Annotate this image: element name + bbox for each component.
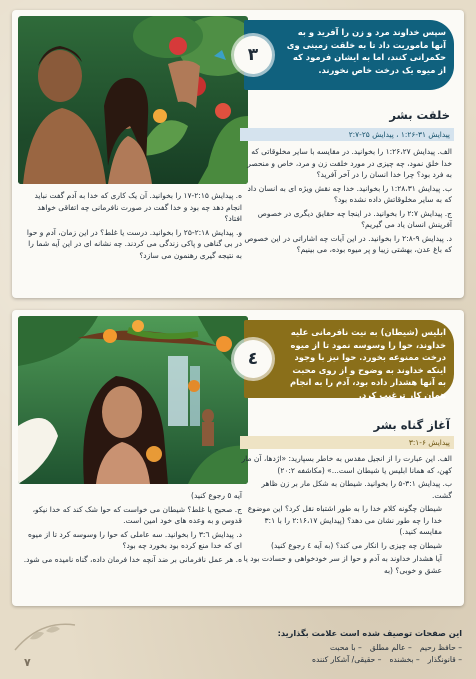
lesson-4-left-column — [22, 490, 242, 567]
attributes-footer — [162, 628, 462, 666]
question-item: ج. پیدایش ۲:۷ را بخوانید. در اینجا چه حقایق دیگری در خصوص آفرینش انسان یاد می گیریم؟ — [257, 208, 452, 229]
question-item: ج. صحیح یا غلط؟ شیطان می خواست که حوا شک کند که خدا نیکو، قدوس و به وعده های خود امین است. — [32, 504, 242, 525]
question-item: ب. پیدایش ۳:۱-۵ را بخوانید. شیطان به شکل مار بر زن ظاهر گشت. — [261, 479, 452, 500]
sub-question-item: شیطان چه چیزی را انکار می کند؟ (به آیه ٤ رجوع کنید) — [270, 540, 442, 550]
lesson-4-banner — [244, 320, 454, 398]
lesson-4-number: ٤ — [234, 340, 272, 378]
lesson-4-panel — [12, 310, 464, 606]
lesson-3-section-title: خلقت بشر — [389, 108, 450, 122]
lesson-3-reference: پیدایش ۳۱-۱:۲۶ ، پیدایش ۲۵-۲:۷ — [240, 128, 454, 141]
attribute-item: – حافظ رحیم — [420, 642, 462, 654]
question-item: ب. پیدایش ۱:۲۸،۳۱ را بخوانید. خدا چه نقش ویژه ای به انسان داد که به سایر مخلوقاتش داده نشده بود؟ — [247, 183, 452, 204]
question-item: د. پیدایش ۹-۲:۸ را بخوانید. در این آیات چه اشاراتی در این خصوص که باغ عدن، بهشتی زیبا و پر میوه بوده، می بینیم؟ — [244, 233, 452, 254]
page-number: ۷ — [24, 656, 31, 669]
attribute-list — [162, 642, 462, 654]
question-item: د. پیدایش ۳:٦ را بخوانید. سه عاملی که حوا را وسوسه کرد تا از میوه ای که خدا منع کرده بود بخورد چه بود؟ — [28, 529, 242, 550]
attribute-list — [162, 654, 462, 666]
sub-question-item: آیا هشدار خداوند به آدم و حوا از سر خودخواهی و حسادت بود یا عشق و خوبی؟ (به — [243, 554, 442, 575]
temptation-scene-image — [18, 316, 248, 484]
lesson-3-panel — [12, 10, 464, 298]
lesson-3-left-column — [22, 190, 242, 263]
attribute-item: – حقیقی/ آشکار کننده — [312, 654, 381, 666]
lesson-3-right-column — [240, 146, 452, 258]
garden-scene-image — [18, 16, 248, 184]
question-item: الف. پیدایش ۱:۲۶،۲۷ را بخوانید. در مقایسه با سایر مخلوقاتی که خدا خلق نمود، چه چیزی در مورد خلقت زن و مرد، خاص و منحصر به فرد بود؟ چرا خدا انسان را در آخر آفرید؟ — [247, 147, 452, 179]
eve-temptation-illustration — [18, 316, 248, 484]
question-item: آیه ٥ رجوع کنید) — [191, 491, 242, 500]
lesson-4-reference: پیدایش ۶-۳:۱ — [240, 436, 454, 449]
attribute-item: – قانونگذار — [428, 654, 462, 666]
sub-question-item: شیطان چگونه کلام خدا را به طور اشتباه نقل کرد؟ این موضوع خدا را چه طور نشان می دهد؟ (پیدایش ۲:۱۶،۱۷ را با ۳:۱ مقایسه کنید.) — [247, 504, 442, 536]
question-item: و. پیدایش ۲:۱۸-۲۵ را بخوانید. درست یا غلط؟ در این زمان، آدم و حوا در بی گناهی و پاکی زندگی می کردند. چه نشانه ای در این آیه شما را به نتیجه گیری رهنمون می سازد؟ — [26, 227, 242, 260]
lesson-4-right-column — [240, 453, 452, 578]
attribute-item: – عالم مطلق — [370, 642, 412, 654]
question-item: ه. پیدایش ۲:۱۵-۱۷ را بخوانید. آن یک کاری که خدا به آدم گفت نباید انجام دهد چه بود و خدا گفت در صورت نافرمانی چه اتفاقی خواهد افتاد؟ — [34, 191, 242, 223]
lesson-4-intro: ابلیس (شیطان) به نیت نافرمانی علیه خداوند، حوا را وسوسه نمود تا از میوه درخت ممنوعه بخورد. حوا نیز با وجود اینکه خداوند به وضوح و از روی محبت به آنها هشدار داده بود، آدم را به انجام همان کار ترغیب کرد. — [290, 327, 446, 400]
lesson-4-section-title: آغاز گناه بشر — [373, 418, 450, 432]
adam-eve-garden-illustration — [18, 16, 248, 184]
question-item: ه. هر عمل نافرمانی بر ضد آنچه خدا فرمان داده، گناه نامیده می شود. — [23, 554, 242, 564]
footer-title: این صفحات توصیف شده است علامت بگذارید: — [277, 627, 462, 638]
attribute-item: – با محبت — [330, 642, 362, 654]
lesson-3-intro: سپس خداوند مرد و زن را آفرید و به آنها ماموریت داد تا به خلقت زمینی وی حکمرانی کنند، اما به ایشان فرمود که از میوه یک درخت خاص نخورند. — [286, 27, 446, 75]
lesson-3-banner — [244, 20, 454, 90]
leaf-ornament-icon — [10, 615, 80, 655]
question-item: الف. این عبارت را از انجیل مقدس به خاطر بسپارید: «اژدها، آن مار کهن، که همانا ابلیس یا شیطان است...» (مکاشفه ۲۰:۲) — [241, 454, 452, 475]
attribute-item: – بخشنده — [389, 654, 419, 666]
lesson-3-number: ۳ — [234, 36, 272, 74]
